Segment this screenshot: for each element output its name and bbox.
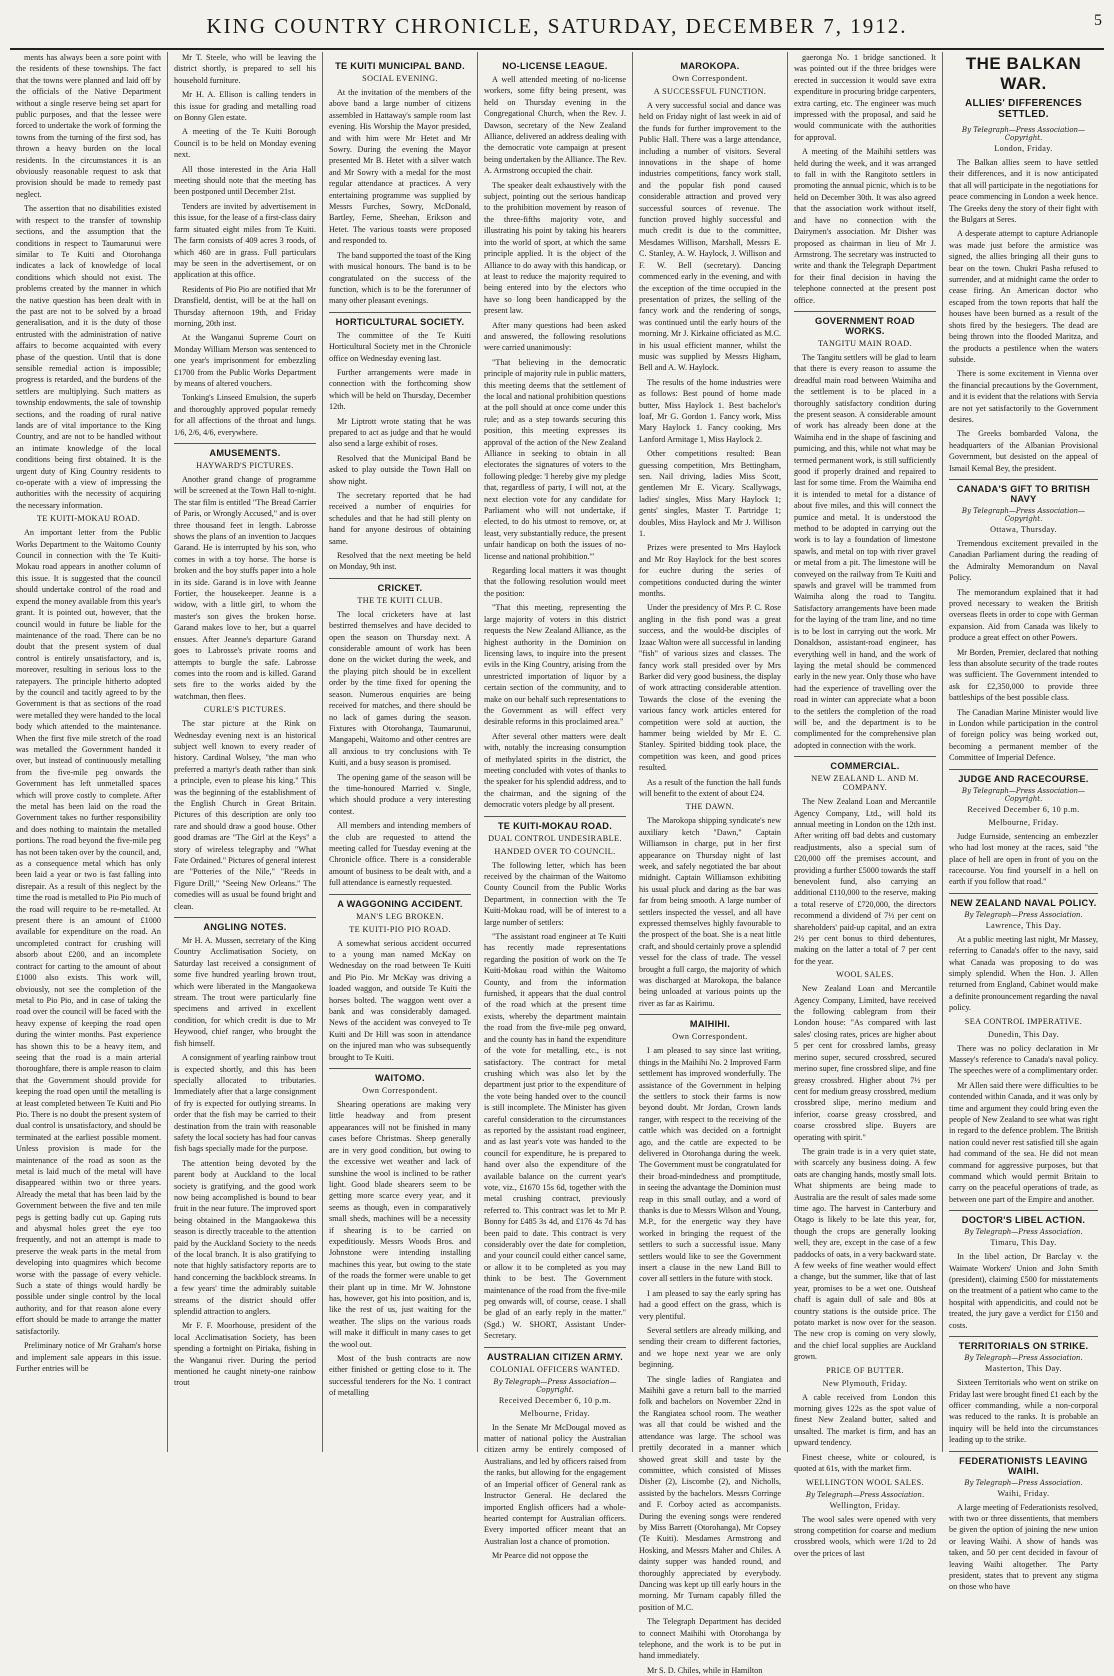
article-paragraph: Several settlers are already milking, and sending their cream to different factories, and we hope next year we are only beginning. xyxy=(639,1326,781,1370)
section-heading: AMUSEMENTS. xyxy=(174,443,316,458)
columns xyxy=(10,52,1104,1675)
article-paragraph: Other competitions resulted: Bean guessing competition, Mrs Bettingham, sen. Nail driving, ladies Miss Scott, gentlemen Mr E. Vicary. Scallywags, ladies' singles, Miss Mary Haylock 1; gents' singles, Master T. Partridge 1; doubles, Miss Haylock and Mr J. Willison 1. xyxy=(639,449,781,539)
lead-headline: THE BALKAN WAR. xyxy=(965,54,1082,93)
article-paragraph: gaeronga No. 1 bridge sanctioned. It was pointed out if the three bridges were erected in succession it would save extra expenditure in procuring bridge carpenters, extra carting, etc. The engineer was much impressed with the proposal, and said he would communicate with the authorities for approval. xyxy=(794,53,936,142)
section-heading: COMMERCIAL. xyxy=(794,756,936,771)
article-paragraph: A meeting of the Maihihi settlers was held during the week, and it was arranged to fall in with the Rangitoto settlers in promoting the annual picnic, which is to be held on December 30th. It was also agreed that the association work without itself, and have no connection with the Dairymen's association. Mr Disher was proposed as chairman in lieu of Mr J. Armstrong. The secretary was instructed to write and thank the Telegraph Department for their final decision in having the telephone connected at the present post office. xyxy=(794,147,936,305)
page-number: 5 xyxy=(1094,12,1102,29)
newspaper-title: KING COUNTRY CHRONICLE, SATURDAY, DECEMBER 7, 1912. xyxy=(206,14,908,38)
section-heading: MAIHIHI. xyxy=(639,1014,781,1029)
byline: By Telegraph—Press Association—Copyright. xyxy=(961,506,1086,523)
subheading: Own Correspondent. xyxy=(672,74,748,83)
section-heading: TE KUITI-MOKAU ROAD. xyxy=(36,514,141,524)
news-item: A meeting of the Te Kuiti Borough Council is to be held on Monday evening next. xyxy=(174,127,316,160)
article-paragraph: The single ladies of Rangiatea and Maihihi gave a return ball to the married folk and bachelors on November 22nd in the Rangiatea school room. The weather was all that could be wished and the attendance was large. The school was prettily decorated in a manner which showed great skill and taste by the committee, which consisted of Misses Disher (2), Liscombe (2), and Nicholls, assisted by the bachelors. Messrs Corringe and F. Corboy acted as accompanists. During the evening songs were rendered by Miss Barrett (Otorohanga), Mr Copsey (Te Kuiti). Mesdames Armstrong and Hosking, and Messrs Maher and Chiles. A dainty supper was handed round, and thoroughly appreciated by everybody. Dancing was kept up till early hours in the morning. Mr Turnam capably filled the position of M.C. xyxy=(639,1374,781,1612)
byline: By Telegraph—Press Association. xyxy=(805,1490,925,1499)
section-heading: FEDERATIONISTS LEAVING WAIHI. xyxy=(949,1451,1098,1476)
byline: By Telegraph—Press Association. xyxy=(964,1478,1083,1487)
article-paragraph: A consignment of yearling rainbow trout is expected shortly, and this has been specially allocated to tributaries. Immediately after that a large consignment of fry is expected for outlying streams. In order that the fish may be carried to their destination from the train with reasonable safety the local society has had four canvas fish bags specially made for the purpose. xyxy=(174,1053,316,1154)
subheading: MAN'S LEG BROKEN. xyxy=(356,911,444,921)
dateline: Melbourne, Friday. xyxy=(988,817,1059,827)
dateline: Waihi, Friday. xyxy=(997,1488,1050,1498)
article-paragraph: Under the presidency of Mrs P. C. Rose angling in the fish pond was a great success, and the would-be disciples of Izaac Walton were all successful in landing "fish" of various sizes and classes. The fancy work stall presided over by Mrs Barker did very good business, the display of work attracting considerable attention. Towards the close of the evening the various fancy work articles entered for competition were sold at auction, the hammer being wielded by Mr E. C. Stanley. Spirited bidding took place, the competition was keen, and good prices resulted. xyxy=(639,603,781,773)
article-paragraph: At the invitation of the members of the above band a large number of citizens assembled in Hattaway's sample room last evening. His Worship the Mayor presided, and with him were Mr Hetet and Mr Sowry. During the evening the Mayor presented Mr B. Hetet with a silver watch and Mr Sowry with a medal for the most regular attendance at practices. A very entertaining programme was supplied by Messrs Furches, Sowry, McDonald, Bartley, Ferne, Sheehan, Erikson and Hetet. The various toasts were proposed and responded to. xyxy=(329,88,471,246)
subheading: SOCIAL EVENING. xyxy=(362,74,438,83)
article-paragraph: Resolved that the next meeting be held on Monday, 9th inst. xyxy=(329,551,471,572)
article-paragraph: A desperate attempt to capture Adrianople was made just before the armistice was signed, the allies bringing all their guns to bear on the town. Chukri Pasha refused to surrender, and at midnight came the order to cease firing. An American doctor who escaped from the town reports that half the houses have been burned as a result of the shots fired by the besiegers. The dead are being thrown into the flooded Maritza, and the products a pestilence when the waters subside. xyxy=(949,229,1098,364)
article-paragraph: I am pleased to say since last writing, things in the Maihihi No. 2 Improved Farm settlement has improved wonderfully. The assistance of the Government in helping the settlers to stock their farms is now beyond doubt. Mr Jordan, Crown lands ranger, with respect to the receiving of the cattle which was decided on a fortnight ago, and the cattle are expected to be delivered in Otorohanga during the week. The Government must be congratulated for their broad-mindedness and promptitude, in seeing the advantage the Dominion must reap in this small outlay, and a word of thanks is due to Messrs Wilson and Young, M.P., for the energetic way they have worked in bringing the request of the settlers to such a successful issue. Many settlers would like to see the Government insert a clause in the new Land Bill to cover all settlers in the future with stock. xyxy=(639,1046,781,1284)
column-4 xyxy=(478,52,633,1561)
article-paragraph: Another grand change of programme will be screened at the Town Hall to-night. The star film is entitled "The Bread Carrier of Paris, or Wrongly Accused," and is over three thousand feet in length. Labrosse shows the plans of an invention to Jacques Garand. He is interrupted by his son, who comes in with a toy horse. The horse is broken and the boy stuffs paper into a hole in its side. Garand is in love with Jeanne Fortier, the housekeeper. Jeanne is a widow, with a little girl, to whom the master's son gives the broken horse. Garand makes love to her, but a quarrel ensues. After Jeanne's departure Garand goes to Labrosse's private rooms and attempts to burgle the safe. Labrosse comes into the room and is killed. Garand sets fire to the works aided by the watchman, then flees. xyxy=(174,475,316,701)
subheading: THE TE KUITI CLUB. xyxy=(357,595,443,605)
byline: By Telegraph—Press Association. xyxy=(964,1228,1083,1237)
article-paragraph: The speaker dealt exhaustively with the subject, pointing out the serious handicap to the prohibition movement by reason of the three-fifths majority vote, and illustrating his point by taking his hearers into the world of sport, at which the same principle applied. It is the object of the Alliance to do away with this handicap, or at least to reduce the majority required to being entered into by the electors who have so long been handicapped by the present law. xyxy=(484,180,626,316)
article-paragraph: Finest cheese, white or coloured, is quoted at 61s, with the market firm. xyxy=(794,1452,936,1474)
article-paragraph: The New Zealand Loan and Mercantile Agency Company, Ltd., will hold its annual meeting in London on the 12th inst. After writing off bad debts and customary readjustments, also a special sum of £20,000 off the premises account, and providing a further £5000 towards the staff benevolent fund, also carrying an additional £110,000 to the reserve, making a total reserve of £720,000, the directors recommend a dividend of 7½ per cent on shareholders' paid-up capital, and an extra 2½ per cent bonus to third debentures, making on the latter a total of 7 per cent for the year. xyxy=(794,797,936,966)
news-item: At the Wanganui Supreme Court on Monday William Merson was sentenced to one year's imprisonment for embezzling £1700 from the Public Works Department by means of altered vouchers. xyxy=(174,333,316,388)
article-paragraph: At a public meeting last night, Mr Massey, referring to Canada's offer to the navy, said what Canada was proposing to do was simply splendid. When the Hon. J. Allen returned from England, Cabinet would make a definite pronouncement regarding the naval policy. xyxy=(949,934,1098,1013)
article-paragraph: Sixteen Territorials who went on strike on Friday last were brought fined £1 each by the officer commanding, while a non-corporal was reduced to the ranks. It is probable an inquiry will be held into the circumstances leading up to the strike. xyxy=(949,1378,1098,1445)
dateline: Dunedin, This Day. xyxy=(987,1029,1060,1039)
article-paragraph: The grain trade is in a very quiet state, with scarcely any business doing. A few oats are changing hands, mostly small lots. What shipments are being made to Australia are the result of sales made some time ago. The harvest in Canterbury and Otago is likely to be late this year, for, though the crops are generally looking well, they are, except in the case of a few paddocks of oats, in a very backward state. A few weeks of fine weather would effect a change, but the summer, like that of last year, promises to be a wet one. Outsheaf chaff is again dull of sale and 80s at country stations is the outside price. The potato market is now over for the season. The new crop is coming on very slowly, and the chief local supplies are Auckland grown. xyxy=(794,1146,936,1362)
article-paragraph: The Tangitu settlers will be glad to learn that there is every reason to assume the dreadful main road between Waimiha and the settlement is to be placed in a thoroughly satisfactory condition during the present season. A considerable amount of work has already been done at the Waimiha end in the shape of fascining and pumicing, and this, while not what may be termed permanent work, is still sufficiently good if properly drained and repaired to last for some time. From the Waimiha end it is intended to metal for a distance of about five miles, and this will connect the pumice and metal. It is understood the method to be adopted in carrying out the work is to lay a foundation of limestone spawls, and metal on top with river gravel or metal from a pit. The limestone will be conveyed on the railway from Te Kuiti and spawls and gravel will be trammed from Waimiha along the road to Tangitu. Satisfactory arrangements have been made for the laying of the tram line, and no time is to be lost in carrying out the work. Mr Donaldson, assistant-road engineer, has everything well in hand, and the work of laying the metal should be commenced early in the new year. Only those who have had the experience of travelling over the road in winter can appreciate what a boon to the settlers the completion of the road will be, and the department is to be complimented for the comprehensive plan adopted in connection with the work. xyxy=(794,352,936,750)
column-1 xyxy=(10,52,168,1452)
article-paragraph: Mr Borden, Premier, declared that nothing less than absolute security of the trade routes was sufficient. The Government intended to ask for £2,350,000 to provide three battleships of the best possible class. xyxy=(949,647,1098,703)
subheading: TANGITU MAIN ROAD. xyxy=(817,338,913,348)
article-paragraph: After many questions had been asked and answered, the following resolutions were carried unanimously: xyxy=(484,320,626,353)
byline: By Telegraph—Press Association—Copyright. xyxy=(961,126,1086,142)
news-item: Tenders are invited by advertisement in this issue, for the lease of a first-class dairy farm situated eight miles from Te Kuiti. The farm consists of 409 acres 3 roods, of which 460 are in grass. Full particulars may be seen in the advertisement, or on application at this office. xyxy=(174,201,316,280)
subheading: THE DAWN. xyxy=(685,802,735,812)
article-paragraph: Mr Allen said there were difficulties to be contended within Canada, and it was only by time and argument they could bring even the people of New Zealand to see what was right in regard to the defence problem. The British nation could never rest satisfied till she again had command of the sea. He did not mean command for aggressive purposes, but that command which would permit Britain to carry on the peaceful operations of trade, as between one part of the Empire and another. xyxy=(949,1080,1098,1204)
article-paragraph: "The assistant road engineer at Te Kuiti has recently made representations regarding the position of work on the Te Kuiti-Mokau road within the Waitomo County, and from the information furnished, it appears that the dual control of the road which at the present time exists, whereby the department maintain the road from the five-mile peg onward, and the county has in hand the expenditure of the vote for metalling, etc., is not satisfactory. The contract for metal crushing which was also let by the department just prior to the expenditure of the vote being handed over to the council is still incomplete. The Minister has given careful consideration to the circumstances as reported by the assistant road engineer, and as last year's vote was handed to the council for expenditure, he is prepared to hand over also the expenditure of the available balance on the current year's vote, viz., £1670 15s 6d, together with the metal crushing contract, previously referred to. This contract was let to Mr P. Bonny for £485 3s 4d, and £176 4s 7d has been paid to date. This contract is very considerably over the date for completion, and your council could either cancel same, or allow it to be completed as you may think to be best. The Government maintenance of the road from the five-mile peg onwards will, of course, cease. I shall be glad of an early reply in the matter." (Sgd.) W. SHORT, Assistant Under-Secretary. xyxy=(484,932,626,1341)
column-5 xyxy=(633,52,788,1675)
subheading: Own Correspondent. xyxy=(362,1086,438,1096)
column-2 xyxy=(168,52,323,1452)
article-paragraph: The Greeks bombarded Valona, the headquarters of the Albanian Provisional Government, but desisted on the appeal of Ismail Kemal Bey, the president. xyxy=(949,429,1098,473)
dateline: Timaru, This Day. xyxy=(990,1238,1057,1248)
article-paragraph: New Zealand Loan and Mercantile Agency Company, Limited, have received the following cablegram from their London house: "As compared with last sales' closing rates, prices are higher about 5 per cent for crossbred lambs, greasy merino super, secured crossbred, secured merino super, fine crossbred slipe, and fine greasy crossbred. Higher about 7½ per cent for medium greasy crossbred, medium crossbred slipe, merino medium and inferior, coarse greasy crossbred, and coarse crossbred slipe. Buyers are operating with spirit." xyxy=(794,984,936,1142)
subheading: TE KUITI-PIO PIO ROAD. xyxy=(349,924,451,934)
article-paragraph: Further arrangements were made in connection with the forthcoming show which will be held on Thursday, December 12th. xyxy=(329,367,471,412)
section-heading: CRICKET. xyxy=(329,578,471,593)
subheading: CURLE'S PICTURES. xyxy=(203,705,287,715)
article-paragraph: The wool sales were opened with very strong competition for coarse and medium crossbred wools, which were 1/2d to 2d over the prices of last xyxy=(794,1514,936,1558)
article-paragraph: All members and intending members of the club are requested to attend the meeting called for Tuesday evening at the Chronicle office. There is a considerable amount of business to be dealt with, and a full attendance is earnestly requested. xyxy=(329,821,471,888)
section-heading: A WAGGONING ACCIDENT. xyxy=(329,894,471,909)
article-paragraph: A somewhat serious accident occurred to a young man named McKay on Wednesday on the road between Te Kuiti and Pio Pio. Mr McKay was driving a loaded waggon, and outside Te Kuiti the horses bolted. The waggon went over a bank and was considerably damaged. News of the accident was conveyed to Te Kuiti and Dr Hill was soon in attendance on the injured man who was subsequently brought to Te Kuiti. xyxy=(329,938,471,1062)
article-paragraph: Regarding local matters it was thought that the following resolution would meet the position: xyxy=(484,566,626,598)
article-paragraph: The attention being devoted by the parent body at Auckland to the local society is gratifying, and the good work now being accomplished is bound to bear fruit in the near future. The improved sport being obtained in the Mangaokewa this season is directly traceable to the attention paid by the Auckland Society to the needs of the local branch. It is also gratifying to note that highly satisfactory reports are to hand concerning the backblock streams. In a few years' time the admirably suitable streams of the district should offer splendid attraction to anglers. xyxy=(174,1158,316,1317)
subheading: Own Correspondent. xyxy=(672,1032,748,1042)
article-paragraph: The assertion that no disabilities existed with respect to the transfer of township sections, and the assumption that the conditions in respect to Taumarunui were similar to Te Kuiti and Otorohanga indicates a lack of knowledge of local conditions which should not exist. The problems created by the manner in which the native question has been dealt with in the past are not to be solved by a broad generalisation, and it is the duty of those entrusted with the administration of native affairs to become acquainted with every phase of the question. Until that is done sensible remedial action is impossible; progress is retarded, and the burdens of the settlers are multiplying. Such matters as township endowments, the sale of township sections, and the roading of rural native lands are of vital importance to the King Country, and are not to be handled without an intimate knowledge of the local conditions being first obtained. It is the urgent duty of King Country residents to co-operate with a view of impressing the authorities with the necessity of acquiring the necessary information. xyxy=(16,204,161,510)
article-paragraph: Judge Eurnside, sentencing an embezzler who had lost money at the races, said "the place of hell are open in front of you on the racecourse. You find yourself in a hell on earth if you follow that road." xyxy=(949,831,1098,887)
byline: By Telegraph—Press Association—Copyright. xyxy=(961,786,1086,803)
section-heading: NO-LICENSE LEAGUE. xyxy=(502,61,608,71)
subheading: DUAL CONTROL UNDESIRABLE. xyxy=(488,833,622,843)
news-item: Tonking's Linseed Emulsion, the superb and thoroughly approved popular remedy for all affections of the throat and lungs. 1/6, 2/6, 4/6, everywhere. xyxy=(174,393,316,437)
article-paragraph: The Marokopa shipping syndicate's new auxiliary ketch "Dawn," Captain Williamson in charge, put in her first appearance on Thursday night of last week, and safely negotiated the bar about midnight. Captain Williamson exhibiting his usual pluck and daring as the bar was far from being smooth. A large number of settlers inspected the vessel, and all have expressed themselves highly favourable to the prospect of the boat. She is a neat little craft, and should certainly prove a splendid vessel for the class of trade. The vessel brought a full cargo, the majority of which was discharged at Marokopa, the balance being unloaded at various points up the river as far as Kairimu. xyxy=(639,816,781,1008)
section-heading: TE KUITI MUNICIPAL BAND. xyxy=(335,61,465,71)
news-item: Mr H. A. Ellison is calling tenders in this issue for grading and metalling road on Bonny Glen estate. xyxy=(174,90,316,123)
section-heading: DOCTOR'S LIBEL ACTION. xyxy=(949,1210,1098,1225)
article-paragraph: The committee of the Te Kuiti Horticultural Society met in the Chronicle office on Wednesday evening last. xyxy=(329,330,471,363)
article-paragraph: ments has always been a sore point with the residents of these townships. The fact that the towns were planned and laid off by the officials of the Native Department without a single reserve being set apart for public purposes, and that the lessee were forced to undertake the work of forming the towns from the turning of the first sod, has thrown a heavy burden on the local residents. In the circumstances it is an obviously reasonable request to ask that provision should be made to remedy past neglect. xyxy=(16,53,161,199)
column-7 xyxy=(943,52,1104,1592)
column-3 xyxy=(323,52,478,1452)
article-paragraph: Resolved that the Municipal Band be asked to play outside the Town Hall on show night. xyxy=(329,453,471,486)
lead-subheadline: ALLIES' DIFFERENCES SETTLED. xyxy=(965,98,1082,120)
article-paragraph: Preliminary notice of Mr Graham's horse and implement sale appears in this issue. Further entries will be xyxy=(16,1341,161,1373)
byline: By Telegraph—Press Association. xyxy=(964,1354,1083,1363)
article-paragraph: Mr Liptrott wrote stating that he was prepared to act as judge and that he would also send a large exhibit of roses. xyxy=(329,416,471,449)
masthead xyxy=(10,8,1104,50)
section-heading: HORTICULTURAL SOCIETY. xyxy=(329,312,471,327)
article-paragraph: In the Senate Mr McDougal moved as matter of national policy the Australian citizen army be entirely composed of Australians, and led by officers raised from the ranks, but allowing for the engagement of an Imperial officer of General rank as Instructor General. He declared the imported English officers had a whole-hearted contempt for Australian officers. Every imported officer meant that an Australian lost a chance of promotion. xyxy=(484,1422,626,1546)
article-paragraph: The secretary reported that he had received a number of enquiries for schedules and that he had still plenty on hand for anyone desirous of obtaining same. xyxy=(329,491,471,546)
news-item: Residents of Pio Pio are notified that Mr Dransfield, dentist, will be at the hall on Thursday afternoon 19th, and Friday morning, 20th inst. xyxy=(174,284,316,328)
article-paragraph: There was no policy declaration in Mr Massey's reference to Canada's naval policy. The speeches were of a complimentary order. xyxy=(949,1043,1098,1076)
article-paragraph: A large meeting of Federationists resolved, with two or three dissentients, that members be given the option of joining the new union or leaving Waihi. A show of hands was taken, and 50 per cent decided in favour of leaving Waihi altogether. The Party president, states that to prevent any stigma on those who have xyxy=(949,1502,1098,1592)
subheading: A SUCCESSFUL FUNCTION. xyxy=(653,87,767,96)
article-paragraph: The results of the home industries were as follows: Best pound of home made butter, Miss Haylock 1. Best bachelor's loaf, Mr G. Gordon 1. Fancy work, Miss Mary Haylock 1. Fancy cooking, Mrs Lanford Armitage 1, Miss Haylock 2. xyxy=(639,377,781,444)
section-heading: TERRITORIALS ON STRIKE. xyxy=(949,1336,1098,1351)
dateline: Received December 6, 10 p.m. xyxy=(967,804,1080,814)
subheading: HANDED OVER TO COUNCIL. xyxy=(494,846,616,856)
subheading: HAYWARD'S PICTURES. xyxy=(196,461,294,470)
subheading: WELLINGTON WOOL SALES. xyxy=(805,1477,925,1487)
section-heading: WAITOMO. xyxy=(329,1068,471,1083)
article-paragraph: The following letter, which has been received by the chairman of the Waitomo County Council from the Public Works Department, in connection with the Te Kuiti-Mokau road, will be of interest to a large number of settlers: xyxy=(484,860,626,927)
news-item: All those interested in the Aria Hall meeting should note that the meeting has been postponed until December 21st. xyxy=(174,164,316,197)
section-heading: ANGLING NOTES. xyxy=(174,917,316,932)
section-heading: TE KUITI-MOKAU ROAD. xyxy=(484,816,626,831)
article-paragraph: A very successful social and dance was held on Friday night of last week in aid of the funds for further improvement to the Public Hall. There was a large attendance, including a number of visitors. Several innovations in the shape of home industries competitions, fancy work stall, and the popular fish pond caused considerable attraction and proved very successful sources of revenue. The function proved highly successful and much credit is due to the committee, Mesdames Willison, Marshall, Messrs E. C. Stanley, A. W. Haylock, J. Willison and F. W. Bell (secretary). Dancing commenced early in the evening, and with the exception of the time occupied in the presentation of prizes, the selling of the fancy work and the rendering of songs, was continued until the early hours of the morning. Mr J. Kirkaine officiated as M.C. in his usual efficient manner, whilst the music was supplied by Messrs Higham, Bell and A. W. Haylock. xyxy=(639,101,781,373)
dateline: Masterton, This Day. xyxy=(985,1364,1062,1374)
dateline: Melbourne, Friday. xyxy=(519,1408,591,1418)
subheading: SEA CONTROL IMPERATIVE. xyxy=(964,1016,1083,1026)
article-paragraph: Shearing operations are making very little headway and from present appearances will not be finished in many cases before Christmas. Sheep generally are in very good condition, but owing to the excessive wet weather and lack of sunshine the wool is inclined to be rather light. Good blade shearers seem to be getting more scarce every year, and it seems as though, even in comparatively small sheds, machines will be a necessity if shearing is to be carried on expeditiously. Messrs Woods Bros. and Johnstone were intending installing machines this year, but owing to the state of the roads the former were unable to get their plant up in time. Mr W. Johnstone has, however, got his into position, and is, like the rest of us, just waiting for the weather. The slips on the various roads will make it difficult in many cases to get the wool out. xyxy=(329,1100,471,1349)
news-item: Mr T. Steele, who will be leaving the district shortly, is prepared to sell his household furniture. xyxy=(174,53,316,85)
article-paragraph: The opening game of the season will be the time-honoured Married v. Single, which should produce a very interesting contest. xyxy=(329,772,471,816)
subheading: COLONIAL OFFICERS WANTED. xyxy=(489,1364,621,1374)
section-heading: GOVERNMENT ROAD WORKS. xyxy=(794,311,936,336)
subheading: WOOL SALES. xyxy=(836,970,894,980)
article-paragraph: Mr Pearce did not oppose the xyxy=(492,1551,589,1561)
article-paragraph: "That this meeting, representing the large majority of voters in this district requests the New Zealand Alliance, as the highest authority in the Dominion on licensing laws, to inquire into the present evils in the King Country, arising from the unrestricted importation of liquor by a certain section of the community, and to make on our behalf such representations to the Government as will effect very desirable reforms in this proclaimed area." xyxy=(484,603,626,727)
section-heading: JUDGE AND RACECOURSE. xyxy=(949,769,1098,784)
article-paragraph: The local cricketers have at last bestirred themselves and have decided to open the season on Thursday next. A considerable amount of work has been done on the wicket during the week, and the playing pitch should be in excellent order by the time fixed for opening the season. Numerous enquiries are being received for matches, and there should be no lack of games during the season. Fixtures with Otorohanga, Taumarunui, Mangapehi, Waitomo and other centres are all anxious to try conclusions with Te Kuiti, and a busy season is promised. xyxy=(329,609,471,768)
article-paragraph: The star picture at the Rink on Wednesday evening next is an historical subject well known to every reader of history. Cardinal Wolsey, "the man who preferred a martyr's death rather than sink a principle, even to please his king." This was the beginning of the establishment of the English Church in Great Britain. Pictures of this description are only too rare and should draw a good house. Other good dramas are "The Girl at the Keys" a story of wireless telegraphy and "What Fate Ordained." Pictures of general interest are "Potteries of the Nile," "Reeds in Figure Drill," "Seeing New Orleans." The comedies will as usual be found bright and clean. xyxy=(174,719,316,911)
section-heading: MAROKOPA. xyxy=(680,61,740,71)
dateline: Ottawa, Thursday. xyxy=(990,524,1057,534)
article-paragraph: Mr S. D. Chiles, while in Hamilton xyxy=(647,1665,763,1675)
article-paragraph: There is some excitement in Vienna over the financial precautions by the Government, and it is evident that the relations with Servia are not yet satisfactorily to the Government desires. xyxy=(949,369,1098,424)
article-paragraph: An important letter from the Public Works Department to the Waitomo County Council in connection with the Te Kuiti-Mokau road appears in another column of this issue. It is suggested that the council should undertake control of the road and expend the money available from this year's grant. It is pointed out, however, that the council would in future be liable for the maintenance of the road. There can be no doubt that the present system of dual control is entirely unsatisfactory, and is, moreover, resulting in serious loss to the ratepayers. The principle hitherto adopted by the council and tacitly agreed to by the Government is that as sections of the road were metalled they were handed to the local body which attended to the maintenance. When the first five mile stretch of the road was metalled the Government handed it over, but instead of continuously metalling from the five-mile peg onwards the Government has left unmetalled spaces which will prove costly to complete. After the metal has been laid on the road the Government takes no further responsibility and does nothing to maintain the metalled portions. The road beyond the five-mile peg has not been taken over by the council, and, as a consequence metal which has only been laid a year or two is fast falling into disrepair. As a result of this neglect by the time the road is metalled to Pio Pio much of the road will require to be re-metalled. At present there is an amount of £1000 available for expenditure on the road. An uncompleted contract for crushing will absorb about £200, and an incomplete contract for carting to the amount of about £1000 also exists. This work will, obviously, not see the completion of the metal to Pio Pio, and in case of taking the road over the council will be faced with the heavy expense of keeping the road open during the winter months. Past experience has shown this to be a heavy item, and seeing that the road is a main arterial thoroughfare, there is ample reason to claim that the Government should provide for keeping the road open until the metalling is at least completed between Te Kuiti and Pio Pio. There is no doubt the present system of dual control is unsatisfactory, and should be terminated at the earliest possible moment. Unless provision is made for the maintenance of the road as soon as the metal is laid much of the metal will have disappeared within two or three years. Already the metal that has been laid by the Government between the five and ten mile pegs is getting badly cut up. Gaping ruts and abysmal holes greet the eye too frequently, and not an attempt is made to preserve the weak parts in the metal from developing into quagmires which become worse with the passage of every vehicle. Such a state of things would hardly be possible under single control by the local authority, and for that reason alone every effort should be made to arrange the matter satisfactorily. xyxy=(16,528,161,1336)
section-heading: AUSTRALIAN CITIZEN ARMY. xyxy=(484,1347,626,1362)
article-paragraph: The band supported the toast of the King with musical honours. The band is to be congratulated on the success of the function, which is to be the forerunner of many other pleasant evenings. xyxy=(329,250,471,306)
article-paragraph: After several other matters were dealt with, notably the increasing consumption of methylated spirits in the district, the meeting concluded with votes of thanks to the speaker for his splendid address, and to the chairman, and the signing of the democratic voters pledge by all present. xyxy=(484,731,626,810)
article-paragraph: "That believing in the democratic principle of majority rule in public matters, this meeting deems that the settlement of the local and national prohibition questions at the poll should at once come under this rule; and as a step towards securing this position, this meeting expresses its approval of the action of the New Zealand Alliance in seeking to obtain in all electorates the signatures of voters to the following pledge: 'I hereby give my pledge that, regardless of party, I will not, at the next election vote for any candidate for Parliament who will not undertake, if elected, to do his utmost to remove, or, at least, very substantially reduce, the present unfair handicap on both the issues of no-license and national prohibition.'" xyxy=(484,357,626,561)
dateline: London, Friday. xyxy=(994,144,1053,153)
article-paragraph: The memorandum explained that it had proved necessary to weaken the British overseas fleets in order to cope with German expansion. Aid from Canada was likely to produce a great effect on other Powers. xyxy=(949,587,1098,643)
byline: By Telegraph—Press Association—Copyright. xyxy=(493,1377,617,1394)
article-paragraph: As a result of the function the hall funds will benefit to the extent of about £24. xyxy=(639,777,781,798)
article-paragraph: Prizes were presented to Mrs Haylock and Mr Roy Haylock for the best scores for euchre during the series of competitions conducted during the winter months. xyxy=(639,543,781,599)
article-paragraph: A cable received from London this morning gives 122s as the spot value of finest New Zealand butter, salted and unsalted. The market is firm, and has an upward tendency. xyxy=(794,1392,936,1448)
article-paragraph: The Balkan allies seem to have settled their differences, and it is now anticipated that all will participate in the negotiations for peace commencing in London a week hence. The Greeks deny the story of their fight with the Bulgars at Seres. xyxy=(949,158,1098,225)
dateline: Received December 6, 10 p.m. xyxy=(498,1395,612,1405)
subheading: NEW ZEALAND L. AND M. COMPANY. xyxy=(811,774,919,793)
article-paragraph: Mr F. F. Moorhouse, president of the local Acclimatisation Society, has been spending a fortnight on Piriaka, fishing in the Wanganui river. During the period mentioned he caught ninety-one rainbow trout xyxy=(174,1321,316,1388)
dateline: Wellington, Friday. xyxy=(829,1500,901,1510)
article-paragraph: I am pleased to say the early spring has had a good effect on the grass, which is very plentiful. xyxy=(639,1288,781,1321)
article-paragraph: The Telegraph Department has decided to connect Maihihi with Otorohanga by telephone, and the work is to be put in hand immediately. xyxy=(639,1617,781,1661)
dateline: Lawrence, This Day. xyxy=(985,920,1062,930)
article-paragraph: The Canadian Marine Minister would live in London while participation in the control of foreign policy was being worked out, becoming a permanent member of the Committee of Imperial Defence. xyxy=(949,707,1098,763)
byline: By Telegraph—Press Association. xyxy=(964,910,1083,919)
dateline: New Plymouth, Friday. xyxy=(822,1378,908,1388)
article-paragraph: In the libel action, Dr Barclay v. the Waimate Workers' Union and John Smith (president), claiming £500 for misstatements on the treatment of a patient who came to the hospital with appendicitis, and could not be treated, the jury gave a verdict for £150 and costs. xyxy=(949,1252,1098,1330)
section-heading: CANADA'S GIFT TO BRITISH NAVY xyxy=(949,479,1098,504)
article-paragraph: A well attended meeting of no-license workers, some fifty being present, was held on Thursday evening in the Congregational Church, when the Rev. J. Dawson, secretary of the New Zealand Alliance, delivered an address dealing with the democratic vote campaign at present being undertaken by the Alliance. The Rev. A. Armstrong occupied the chair. xyxy=(484,75,626,176)
column-6 xyxy=(788,52,943,1558)
article-paragraph: Mr H. A. Mussen, secretary of the King Country Acclimatisation Society, on Saturday last received a consignment of some five hundred yearling brown trout, which were liberated in the Mangaokewa stream. The trout were particularly fine specimens and arrived in excellent condition, for which credit is due to Mr Heywood, chief ranger, who brought the fish himself. xyxy=(174,936,316,1048)
article-paragraph: Most of the bush contracts are now either finished or getting close to it. The successful tenderers for the No. 1 contract of metalling xyxy=(329,1354,471,1398)
subheading: PRICE OF BUTTER. xyxy=(825,1365,905,1375)
section-heading: NEW ZEALAND NAVAL POLICY. xyxy=(949,893,1098,908)
article-paragraph: Tremendous excitement prevailed in the Canadian Parliament during the reading of the Admiralty Memorandum on Naval Policy. xyxy=(949,538,1098,583)
